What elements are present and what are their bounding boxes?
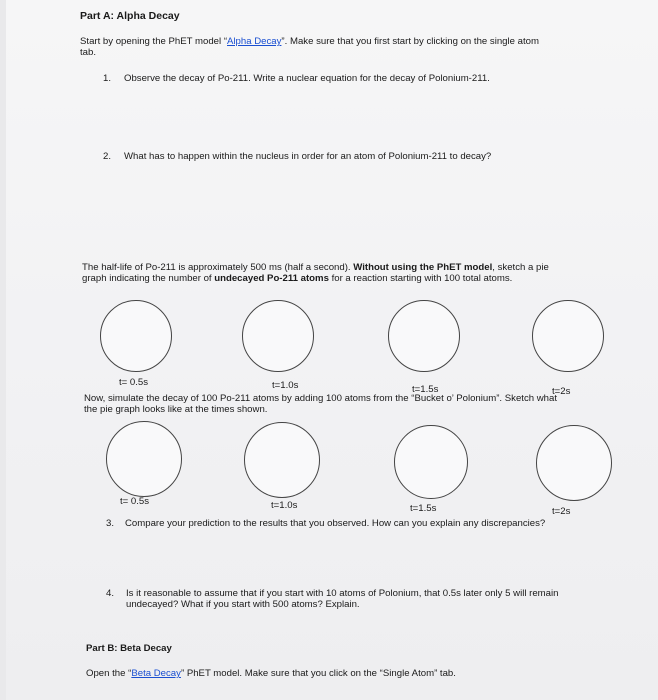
question-2-number: 2. (103, 151, 112, 162)
prediction-pie-circle[interactable] (242, 300, 314, 372)
time-label: t=1.0s (271, 500, 298, 511)
time-label: t= 0.5s (119, 377, 149, 388)
time-label: t=2s (552, 386, 571, 397)
part-a-intro-tab: tab. (80, 47, 97, 58)
part-b-instruction (86, 668, 456, 679)
question-4-line-2: undecayed? What if you start with 500 atoms? Explain. (126, 599, 360, 610)
part-a-title: Part A: Alpha Decay (80, 10, 180, 22)
halflife-text-f: for a reaction starting with 100 total atoms. (328, 273, 513, 284)
question-2-text: What has to happen within the nucleus in order for an atom of Polonium-211 to decay? (124, 151, 492, 162)
question-3-text: Compare your prediction to the results that you observed. How can you explain any discrepancies? (125, 518, 546, 529)
part-b-text-2: ” PhET model. Make sure that you click on the “Single Atom” tab. (180, 668, 456, 679)
simulate-line-1: Now, simulate the decay of 100 Po-211 atoms by adding 100 atoms from the “Bucket o’ Polonium”. Sketch what (84, 393, 558, 404)
question-3-number: 3. (106, 518, 115, 529)
part-b-title: Part B: Beta Decay (86, 643, 172, 654)
halflife-text-c: , sketch a pie (492, 262, 549, 273)
prediction-pie-circle[interactable] (100, 300, 172, 372)
question-1-text: Observe the decay of Po-211. Write a nuclear equation for the decay of Polonium-211. (124, 73, 490, 84)
intro-text-1: Start by opening the PhET model “ (80, 36, 228, 47)
halflife-emphasis-no-phet: Without using the PhET model (353, 262, 493, 273)
time-label: t= 0.5s (120, 496, 150, 507)
question-4-line-1: Is it reasonable to assume that if you start with 10 atoms of Polonium, that 0.5s later only 5 will remain (126, 588, 559, 599)
part-b-text-1: Open the “ (86, 668, 132, 679)
part-a-intro (80, 36, 539, 47)
intro-text-2: ”. Make sure that you first start by clicking on the single atom (281, 36, 539, 47)
time-label: t=1.0s (272, 380, 299, 391)
prediction-pie-circle[interactable] (388, 300, 460, 372)
simulate-line-2: the pie graph looks like at the times shown. (84, 404, 268, 415)
worksheet-page (6, 0, 658, 700)
question-4-number: 4. (106, 588, 115, 599)
halflife-line-1 (82, 262, 549, 273)
halflife-text-d: graph indicating the number of (82, 273, 215, 284)
time-label: t=1.5s (410, 503, 437, 514)
observed-pie-circle[interactable] (394, 425, 468, 499)
halflife-emphasis-undecayed: undecayed Po-211 atoms (214, 273, 329, 284)
time-label: t=1.5s (412, 384, 439, 395)
observed-pie-circle[interactable] (106, 421, 182, 497)
time-label: t=2s (552, 506, 571, 517)
alpha-decay-link[interactable]: Alpha Decay (227, 36, 282, 47)
beta-decay-link[interactable]: Beta Decay (131, 668, 181, 679)
observed-pie-circle[interactable] (536, 425, 612, 501)
question-1-number: 1. (103, 73, 112, 84)
prediction-pie-circle[interactable] (532, 300, 604, 372)
halflife-line-2 (82, 273, 512, 284)
observed-pie-circle[interactable] (244, 422, 320, 498)
halflife-text-a: The half-life of Po-211 is approximately 500 ms (half a second). (82, 262, 354, 273)
